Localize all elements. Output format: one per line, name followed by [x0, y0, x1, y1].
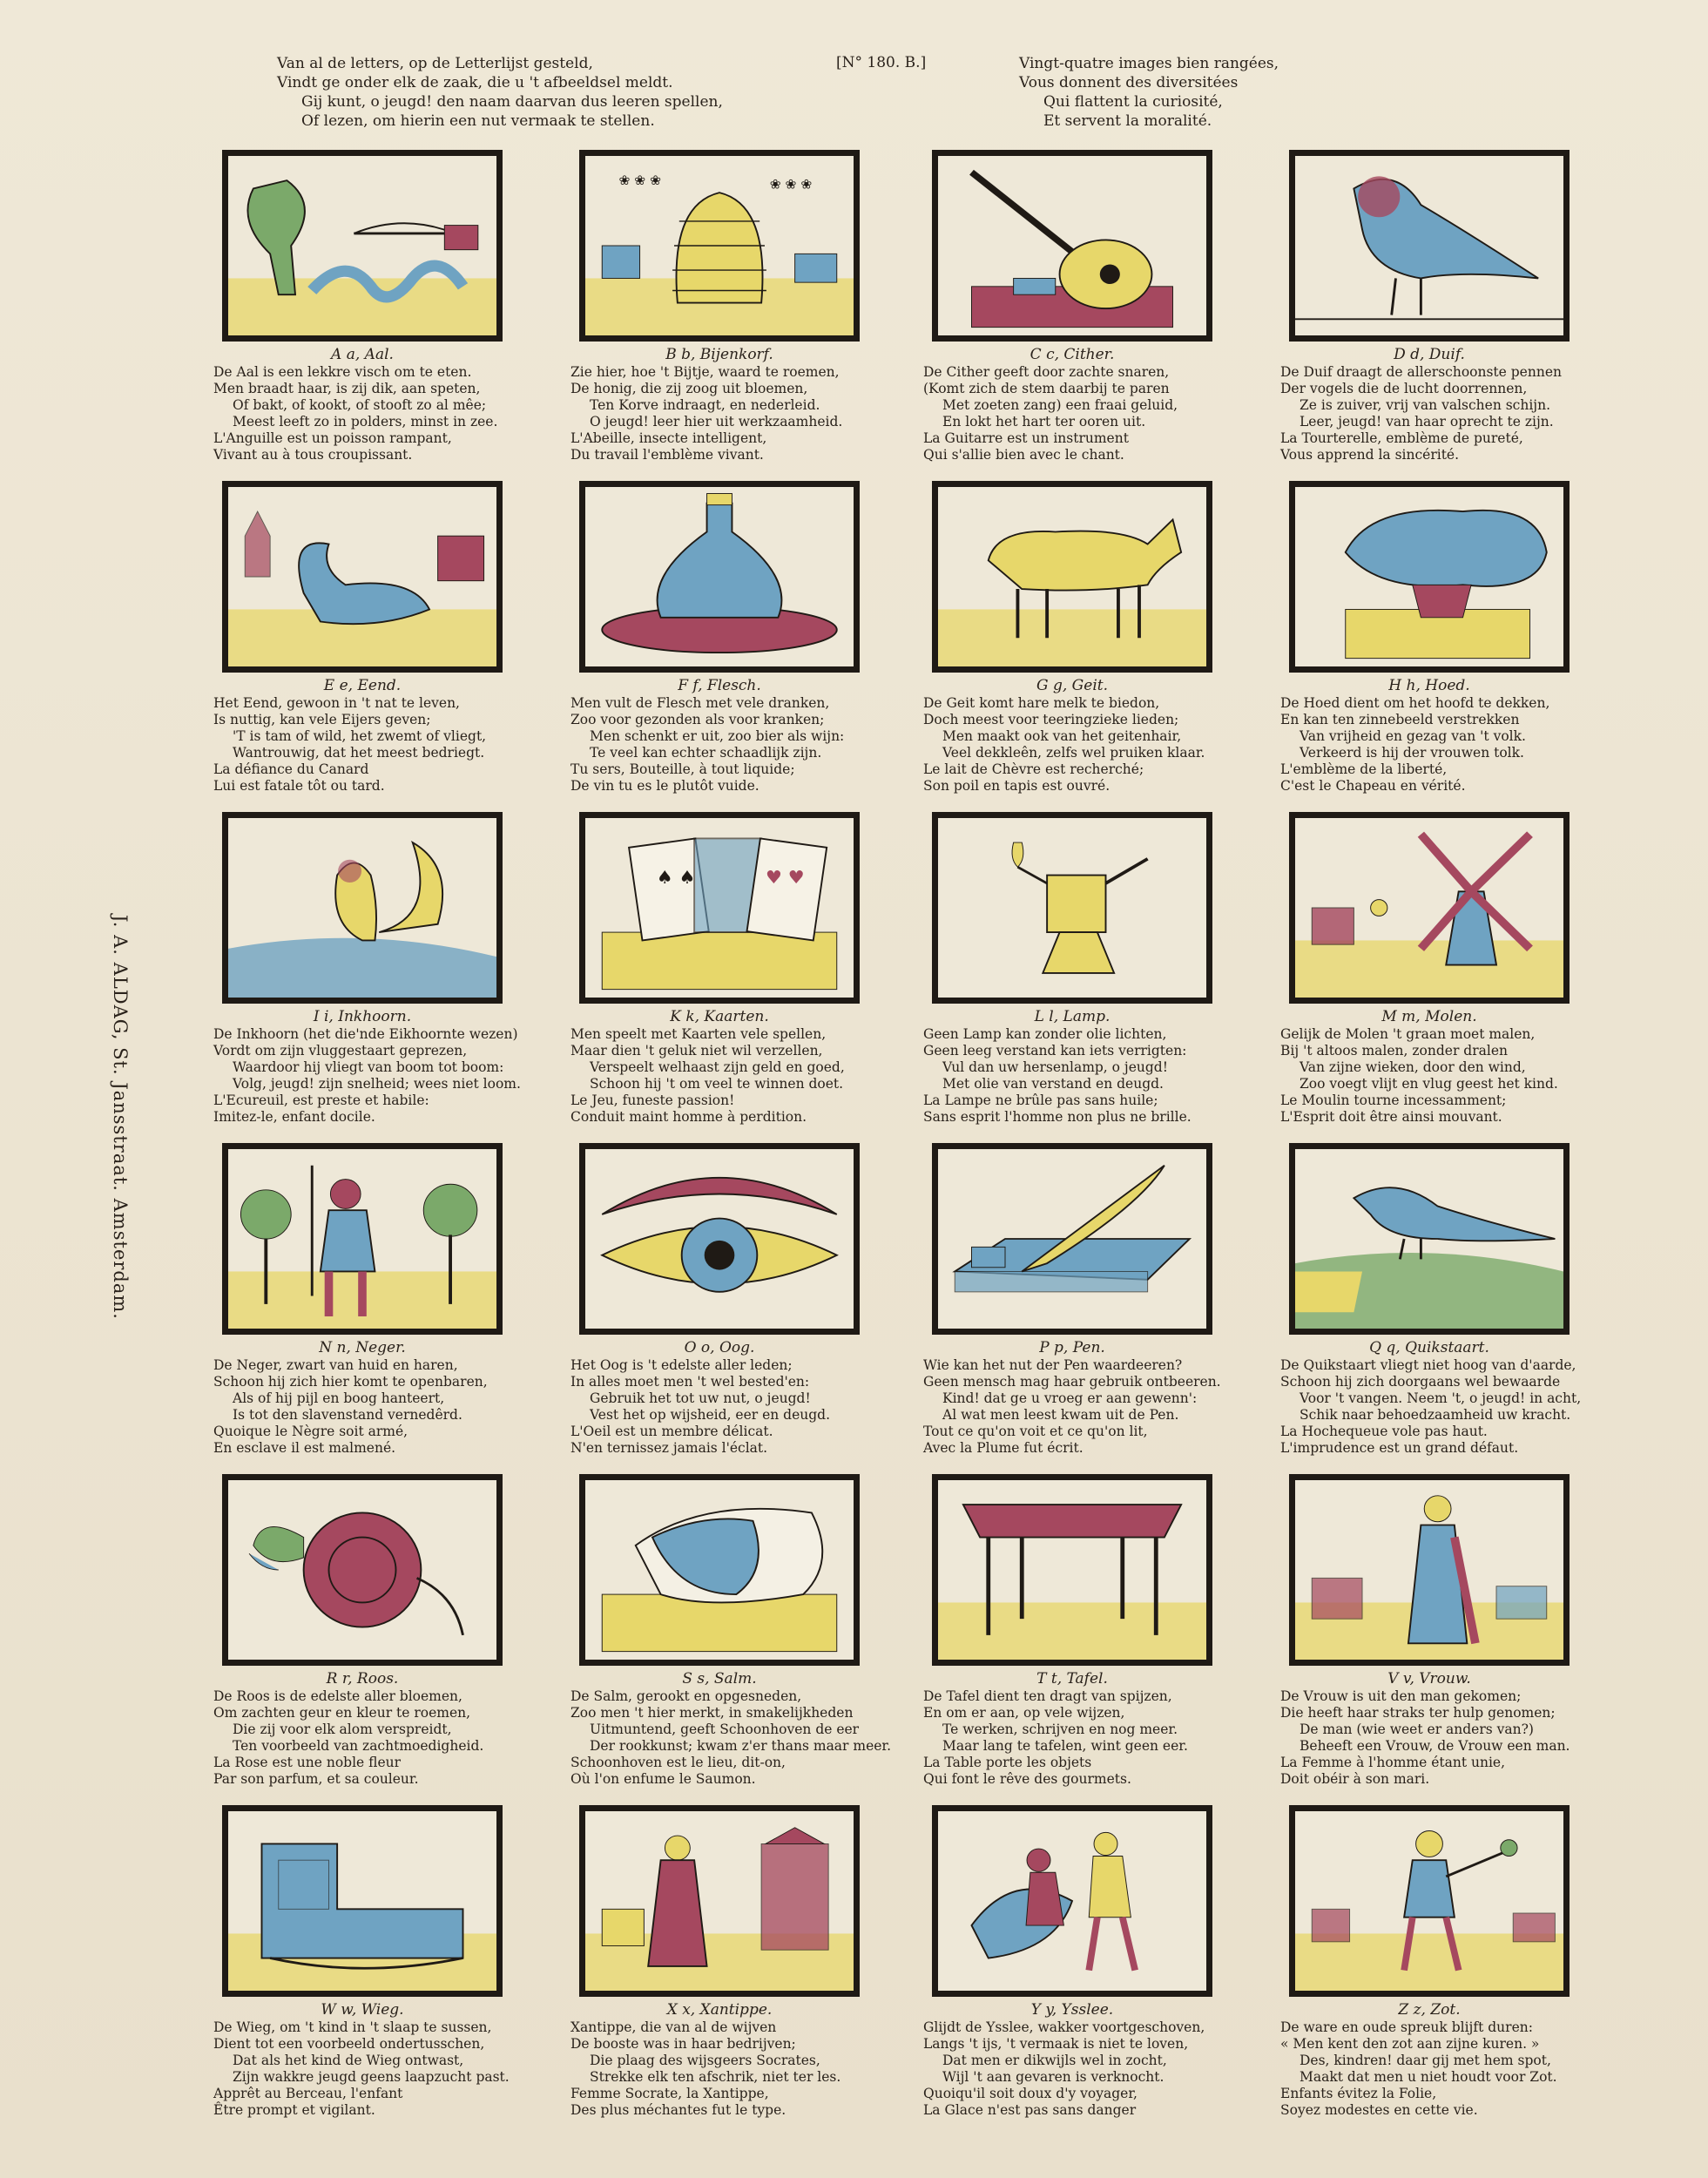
letter-cell-cither [923, 150, 1246, 477]
verse-line: Par son parfum, et sa couleur. [213, 1771, 419, 1787]
verse-line: Des, kindren! daar gij met hem spot, [1300, 2053, 1551, 2068]
letter-cell-woman [1280, 1474, 1603, 1801]
verse-line: Of bakt, of kookt, of stooft zo al mêe; [233, 397, 487, 413]
verse-line: De Vrouw is uit den man gekomen; [1280, 1688, 1522, 1704]
verse-line: Der vogels die de lucht doorrennen, [1280, 381, 1528, 396]
verse-line: L'Ecureuil, est preste et habile: [213, 1092, 429, 1108]
duck-picture [222, 481, 503, 673]
svg-text:♥ ♥: ♥ ♥ [765, 867, 805, 888]
letter-caption: G g, Geit. [1036, 677, 1108, 694]
verse-line: Quoique le Nègre soit armé, [213, 1424, 408, 1439]
letter-caption: Q q, Quikstaart. [1369, 1339, 1489, 1356]
verse-line: De Aal is een lekkre visch om te eten. [213, 364, 472, 380]
verse-line: Van zijne wieken, door den wind, [1300, 1059, 1526, 1075]
verse-line: La défiance du Canard [213, 761, 369, 777]
letter-caption: B b, Bijenkorf. [665, 346, 773, 363]
letter-caption: W w, Wieg. [321, 2001, 404, 2019]
header-verse-line: Vous donnent des diversitées [1019, 74, 1239, 91]
cell-verse [923, 1357, 1246, 1457]
verse-line: Van vrijheid en gezag van 't volk. [1300, 728, 1526, 744]
letter-cell-wagtail [1280, 1143, 1603, 1470]
header-verse-dutch [277, 54, 800, 131]
verse-line: Men speelt met Kaarten vele spellen, [570, 1026, 827, 1042]
letter-caption: H h, Hoed. [1388, 677, 1470, 694]
letter-caption: N n, Neger. [319, 1339, 406, 1356]
verse-line: C'est le Chapeau en vérité. [1280, 778, 1466, 794]
verse-line: De ware en oude spreuk blijft duren: [1280, 2019, 1533, 2035]
verse-line: Avec la Plume fut écrit. [923, 1440, 1084, 1456]
letter-cell-man [213, 1143, 536, 1470]
letter-caption: F f, Flesch. [678, 677, 761, 694]
verse-line: « Men kent den zot aan zijne kuren. » [1280, 2036, 1540, 2052]
cell-verse [923, 1688, 1246, 1788]
letter-caption: L l, Lamp. [1034, 1008, 1111, 1025]
letter-caption: R r, Roos. [326, 1670, 399, 1688]
man-picture [222, 1143, 503, 1335]
verse-line: L'imprudence est un grand défaut. [1280, 1440, 1519, 1456]
cither-picture [932, 150, 1212, 342]
verse-line: Waardoor hij vliegt van boom tot boom: [233, 1059, 504, 1075]
letter-cell-goat [923, 481, 1246, 808]
cell-verse [923, 1026, 1246, 1126]
verse-line: L'Oeil est un membre délicat. [570, 1424, 773, 1439]
verse-line: Men vult de Flesch met vele dranken, [570, 695, 830, 711]
header-verse-line: Vindt ge onder elk de zaak, die u 't afbeeldsel meldt. [277, 74, 673, 91]
verse-line: Ten Korve indraagt, en nederleid. [590, 397, 820, 413]
verse-line: Het Oog is 't edelste aller leden; [570, 1357, 793, 1373]
couple-picture [579, 1805, 860, 1997]
cell-verse [570, 1026, 893, 1126]
verse-line: Vul dan uw hersenlamp, o jeugd! [942, 1059, 1168, 1075]
verse-line: Dat men er dikwijls wel in zocht, [942, 2053, 1167, 2068]
header-verse-line: Of lezen, om hierin een nut vermaak te stellen. [301, 112, 655, 130]
letter-caption: D d, Duif. [1394, 346, 1465, 363]
verse-line: Meest leeft zo in polders, minst in zee. [233, 414, 498, 430]
verse-line: Où l'on enfume le Saumon. [570, 1771, 756, 1787]
verse-line: Être prompt et vigilant. [213, 2102, 375, 2118]
verse-line: Imitez-le, enfant docile. [213, 1109, 375, 1125]
letter-cell-eye [570, 1143, 893, 1470]
verse-line: La Rose est une noble fleur [213, 1755, 402, 1770]
cell-verse [213, 2019, 536, 2119]
letter-caption: T t, Tafel. [1036, 1670, 1108, 1688]
verse-line: Dat als het kind de Wieg ontwast, [233, 2053, 464, 2068]
verse-line: La Tourterelle, emblème de pureté, [1280, 430, 1523, 446]
verse-line: Conduit maint homme à perdition. [570, 1109, 807, 1125]
letter-cell-rose [213, 1474, 536, 1801]
skaters-picture [932, 1805, 1212, 1997]
woman-picture [1289, 1474, 1570, 1666]
letter-caption: X x, Xantippe. [666, 2001, 773, 2019]
letter-cell-windmill [1280, 812, 1603, 1139]
verse-line: La Guitarre est un instrument [923, 430, 1129, 446]
lamp-picture [932, 812, 1212, 1004]
letter-cell-beehive [570, 150, 893, 477]
letter-caption: S s, Salm. [682, 1670, 757, 1688]
verse-line: De man (wie weet er anders van?) [1300, 1721, 1534, 1737]
verse-line: De Salm, gerookt en opgesneden, [570, 1688, 802, 1704]
header-verse-line: Van al de letters, op de Letterlijst gesteld, [277, 55, 593, 72]
verse-line: La Lampe ne brûle pas sans huile; [923, 1092, 1158, 1108]
svg-text:❀ ❀ ❀: ❀ ❀ ❀ [769, 176, 813, 193]
letter-cell-duck [213, 481, 536, 808]
cell-verse [213, 695, 536, 795]
verse-line: En om er aan, op vele wijzen, [923, 1705, 1125, 1721]
sheet-header [0, 54, 1708, 137]
verse-line: Zijn wakkre jeugd geens laapzucht past. [233, 2069, 510, 2085]
verse-line: De Duif draagt de allerschoonste pennen [1280, 364, 1562, 380]
verse-line: Te werken, schrijven en nog meer. [942, 1721, 1178, 1737]
verse-line: Maar dien 't geluk niet wil verzellen, [570, 1043, 823, 1059]
svg-text:♠ ♠: ♠ ♠ [656, 867, 696, 888]
verse-line: Doch meest voor teeringzieke lieden; [923, 712, 1179, 727]
verse-line: Soyez modestes en cette vie. [1280, 2102, 1478, 2118]
verse-line: Als of hij pijl en boog hanteert, [233, 1390, 445, 1406]
cell-verse [570, 1688, 893, 1788]
salmon-picture [579, 1474, 860, 1666]
verse-line: De Roos is de edelste aller bloemen, [213, 1688, 462, 1704]
verse-line: Tout ce qu'on voit et ce qu'on lit, [923, 1424, 1148, 1439]
verse-line: Al wat men leest kwam uit de Pen. [942, 1407, 1179, 1423]
fool-picture [1289, 1805, 1570, 1997]
verse-line: Quoiqu'il soit doux d'y voyager, [923, 2086, 1138, 2101]
verse-line: Ze is zuiver, vrij van valschen schijn. [1300, 397, 1551, 413]
verse-line: Is tot den slavenstand vernedêrd. [233, 1407, 462, 1423]
verse-line: In alles moet men 't wel bested'en: [570, 1374, 810, 1390]
verse-line: Du travail l'emblème vivant. [570, 447, 764, 463]
cell-verse [923, 695, 1246, 795]
cell-verse [570, 1357, 893, 1457]
verse-line: Vest het op wijsheid, eer en deugd. [590, 1407, 831, 1423]
verse-line: Met olie van verstand en deugd. [942, 1076, 1164, 1092]
verse-line: Son poil en tapis est ouvré. [923, 778, 1111, 794]
verse-line: Le Jeu, funeste passion! [570, 1092, 735, 1108]
verse-line: Men braadt haar, is zij dik, aan speten, [213, 381, 481, 396]
verse-line: Langs 't ijs, 't vermaak is niet te loven, [923, 2036, 1189, 2052]
verse-line: Geen Lamp kan zonder olie lichten, [923, 1026, 1167, 1042]
verse-line: Met zoeten zang) een fraai geluid, [942, 397, 1178, 413]
verse-line: Het Eend, gewoon in 't nat te leven, [213, 695, 460, 711]
verse-line: Le lait de Chèvre est recherché; [923, 761, 1144, 777]
verse-line: Volg, jeugd! zijn snelheid; wees niet loom. [233, 1076, 521, 1092]
verse-line: Enfants évitez la Folie, [1280, 2086, 1437, 2101]
letter-cell-skaters [923, 1805, 1246, 2132]
wagtail-picture [1289, 1143, 1570, 1335]
verse-line: Vous apprend la sincérité. [1280, 447, 1460, 463]
letter-cell-cards [570, 812, 893, 1139]
verse-line: Men maakt ook van het geitenhair, [942, 728, 1182, 744]
verse-line: Tu sers, Bouteille, à tout liquide; [570, 761, 795, 777]
verse-line: Lui est fatale tôt ou tard. [213, 778, 385, 794]
verse-line: Le Moulin tourne incessamment; [1280, 1092, 1507, 1108]
pen-picture [932, 1143, 1212, 1335]
cell-verse [213, 1357, 536, 1457]
verse-line: Uitmuntend, geeft Schoonhoven de eer [590, 1721, 860, 1737]
verse-line: De Tafel dient ten dragt van spijzen, [923, 1688, 1172, 1704]
letter-cell-salmon [570, 1474, 893, 1801]
header-verse-line: Qui flattent la curiosité, [1043, 93, 1223, 111]
verse-line: Gelijk de Molen 't graan moet malen, [1280, 1026, 1536, 1042]
verse-line: De Geit komt hare melk te biedon, [923, 695, 1160, 711]
header-verse-line: Vingt-quatre images bien rangées, [1019, 55, 1279, 72]
verse-line: Strekke elk ten afschrik, niet ter les. [590, 2069, 841, 2085]
svg-text:❀ ❀ ❀: ❀ ❀ ❀ [618, 172, 661, 188]
table-picture [932, 1474, 1212, 1666]
cradle-picture [222, 1805, 503, 1997]
verse-line: L'Abeille, insecte intelligent, [570, 430, 767, 446]
letter-cell-dove [1280, 150, 1603, 477]
verse-line: La Table porte les objets [923, 1755, 1092, 1770]
verse-line: La Hochequeue vole pas haut. [1280, 1424, 1488, 1439]
verse-line: Glijdt de Ysslee, wakker voortgeschoven, [923, 2019, 1205, 2035]
verse-line: Men schenkt er uit, zoo bier als wijn: [590, 728, 845, 744]
letter-cell-table [923, 1474, 1246, 1801]
verse-line: La Glace n'est pas sans danger [923, 2102, 1137, 2118]
verse-line: L'Esprit doit être ainsi mouvant. [1280, 1109, 1502, 1125]
verse-line: Wie kan het nut der Pen waardeeren? [923, 1357, 1183, 1373]
verse-line: Beheeft een Vrouw, de Vrouw een man. [1300, 1738, 1570, 1754]
verse-line: Wijl 't aan gevaren is verknocht. [942, 2069, 1165, 2085]
verse-line: Xantippe, die van al de wijven [570, 2019, 777, 2035]
verse-line: Gebruik het tot uw nut, o jeugd! [590, 1390, 811, 1406]
verse-line: Zoo voegt vlijt en vlug geest het kind. [1300, 1076, 1558, 1092]
letter-caption: V v, Vrouw. [1387, 1670, 1471, 1688]
verse-line: N'en ternissez jamais l'éclat. [570, 1440, 768, 1456]
verse-line: Schoon hij 't om veel te winnen doet. [590, 1076, 844, 1092]
cell-verse [1280, 2019, 1603, 2119]
verse-line: Voor 't vangen. Neem 't, o jeugd! in acht, [1300, 1390, 1582, 1406]
goat-picture [932, 481, 1212, 673]
cell-verse [1280, 364, 1603, 463]
verse-line: Sans esprit l'homme non plus ne brille. [923, 1109, 1192, 1125]
dove-picture [1289, 150, 1570, 342]
cell-verse [1280, 1688, 1603, 1788]
verse-line: L'Anguille est un poisson rampant, [213, 430, 452, 446]
verse-line: Maakt dat men u niet houdt voor Zot. [1300, 2069, 1557, 2085]
verse-line: De honig, die zij zoog uit bloemen, [570, 381, 808, 396]
letter-cell-squirrel [213, 812, 536, 1139]
letter-cell-fool [1280, 1805, 1603, 2132]
cell-verse [923, 2019, 1246, 2119]
sheet-number: [N° 180. B.] [836, 54, 927, 71]
letter-cell-couple [570, 1805, 893, 2132]
letter-caption: C c, Cither. [1030, 346, 1115, 363]
verse-line: Qui font le rêve des gourmets. [923, 1771, 1131, 1787]
verse-line: O jeugd! leer hier uit werkzaamheid. [590, 414, 843, 430]
verse-line: 'T is tam of wild, het zwemt of vliegt, [233, 728, 487, 744]
verse-line: Ten voorbeeld van zachtmoedigheid. [233, 1738, 484, 1754]
verse-line: (Komt zich de stem daarbij te paren [923, 381, 1170, 396]
verse-line: Wantrouwig, dat het meest bedriegt. [233, 745, 485, 761]
verse-line: La Femme à l'homme étant unie, [1280, 1755, 1506, 1770]
verse-line: Schoon hij zich hier komt te openbaren, [213, 1374, 488, 1390]
verse-line: Schoon hij zich doorgaans wel bewaarde [1280, 1374, 1561, 1390]
letter-caption: P p, Pen. [1039, 1339, 1105, 1356]
cell-verse [570, 364, 893, 463]
verse-line: Schik naar behoedzaamheid uw kracht. [1300, 1407, 1571, 1423]
cell-verse [570, 695, 893, 795]
verse-line: Die plaag des wijsgeers Socrates, [590, 2053, 820, 2068]
verse-line: Der rookkunst; kwam z'er thans maar meer. [590, 1738, 892, 1754]
letter-caption: E e, Eend. [323, 677, 402, 694]
verse-line: Geen mensch mag haar gebruik ontbeeren. [923, 1374, 1221, 1390]
letter-caption: I i, Inkhoorn. [313, 1008, 412, 1025]
letter-caption: K k, Kaarten. [670, 1008, 769, 1025]
verse-line: Is nuttig, kan vele Eijers geven; [213, 712, 431, 727]
verse-line: Femme Socrate, la Xantippe, [570, 2086, 769, 2101]
verse-line: Kind! dat ge u vroeg er aan gewenn': [942, 1390, 1198, 1406]
header-verse-french [1019, 54, 1507, 131]
verse-line: De Cither geeft door zachte snaren, [923, 364, 1170, 380]
cell-verse [213, 364, 536, 463]
verse-line: Te veel kan echter schaadlijk zijn. [590, 745, 822, 761]
verse-line: Maar lang te tafelen, wint geen eer. [942, 1738, 1188, 1754]
letter-cell-bottle [570, 481, 893, 808]
cell-verse [570, 2019, 893, 2119]
verse-line: Om zachten geur en kleur te roemen, [213, 1705, 471, 1721]
verse-line: Des plus méchantes fut le type. [570, 2102, 786, 2118]
verse-line: En esclave il est malmené. [213, 1440, 396, 1456]
verse-line: Vordt om zijn vluggestaart geprezen, [213, 1043, 468, 1059]
beehive-picture [579, 150, 860, 342]
eye-picture [579, 1143, 860, 1335]
verse-line: Dient tot een voorbeeld ondertusschen, [213, 2036, 485, 2052]
verse-line: Leer, jeugd! van haar oprecht te zijn. [1300, 414, 1554, 430]
windmill-picture [1289, 812, 1570, 1004]
cell-verse [1280, 1357, 1603, 1457]
verse-line: De vin tu es le plutôt vuide. [570, 778, 759, 794]
publisher-imprint: J. A. ALDAG, St. Jansstraat. Amsterdam. [110, 915, 131, 1320]
letter-cell-hat [1280, 481, 1603, 808]
verse-line: Apprêt au Berceau, l'enfant [213, 2086, 403, 2101]
verse-line: Verspeelt welhaast zijn geld en goed, [590, 1059, 845, 1075]
verse-line: En lokt het hart ter ooren uit. [942, 414, 1146, 430]
verse-line: De Neger, zwart van huid en haren, [213, 1357, 458, 1373]
header-verse-line: Gij kunt, o jeugd! den naam daarvan dus leeren spellen, [301, 93, 723, 111]
cell-verse [213, 1026, 536, 1126]
verse-line: Verkeerd is hij der vrouwen tolk. [1300, 745, 1524, 761]
bottle-picture [579, 481, 860, 673]
verse-line: Zoo voor gezonden als voor kranken; [570, 712, 825, 727]
verse-line: De Hoed dient om het hoofd te dekken, [1280, 695, 1550, 711]
verse-line: Veel dekkleên, zelfs wel pruiken klaar. [942, 745, 1205, 761]
cards-picture [579, 812, 860, 1004]
verse-line: De Quikstaart vliegt niet hoog van d'aarde, [1280, 1357, 1576, 1373]
verse-line: De Wieg, om 't kind in 't slaap te sussen, [213, 2019, 492, 2035]
verse-line: Die zij voor elk alom verspreidt, [233, 1721, 452, 1737]
letter-cell-cradle [213, 1805, 536, 2132]
verse-line: Die heeft haar straks ter hulp genomen; [1280, 1705, 1556, 1721]
verse-line: Bij 't altoos malen, zonder dralen [1280, 1043, 1508, 1059]
squirrel-picture [222, 812, 503, 1004]
hat-picture [1289, 481, 1570, 673]
verse-line: Qui s'allie bien avec le chant. [923, 447, 1124, 463]
letter-cell-pen [923, 1143, 1246, 1470]
verse-line: Vivant au à tous croupissant. [213, 447, 413, 463]
verse-line: De booste was in haar bedrijven; [570, 2036, 796, 2052]
letter-caption: A a, Aal. [331, 346, 394, 363]
verse-line: De Inkhoorn (het die'nde Eikhoornte wezen) [213, 1026, 518, 1042]
letter-cell-lamp [923, 812, 1246, 1139]
verse-line: L'emblème de la liberté, [1280, 761, 1448, 777]
letter-caption: O o, Oog. [684, 1339, 755, 1356]
verse-line: Zie hier, hoe 't Bijtje, waard te roemen, [570, 364, 840, 380]
verse-line: Doit obéir à son mari. [1280, 1771, 1430, 1787]
verse-line: En kan ten zinnebeeld verstrekken [1280, 712, 1520, 727]
cell-verse [1280, 1026, 1603, 1126]
cell-verse [923, 364, 1246, 463]
letter-cell-eel [213, 150, 536, 477]
eel-picture [222, 150, 503, 342]
cell-verse [1280, 695, 1603, 795]
letter-caption: Z z, Zot. [1398, 2001, 1461, 2019]
cell-verse [213, 1688, 536, 1788]
letter-caption: M m, Molen. [1381, 1008, 1477, 1025]
letter-caption: Y y, Ysslee. [1030, 2001, 1114, 2019]
header-verse-line: Et servent la moralité. [1043, 112, 1212, 130]
verse-line: Geen leeg verstand kan iets verrigten: [923, 1043, 1187, 1059]
rose-picture [222, 1474, 503, 1666]
verse-line: Schoonhoven est le lieu, dit-on, [570, 1755, 786, 1770]
verse-line: Zoo men 't hier merkt, in smakelijkheden [570, 1705, 854, 1721]
